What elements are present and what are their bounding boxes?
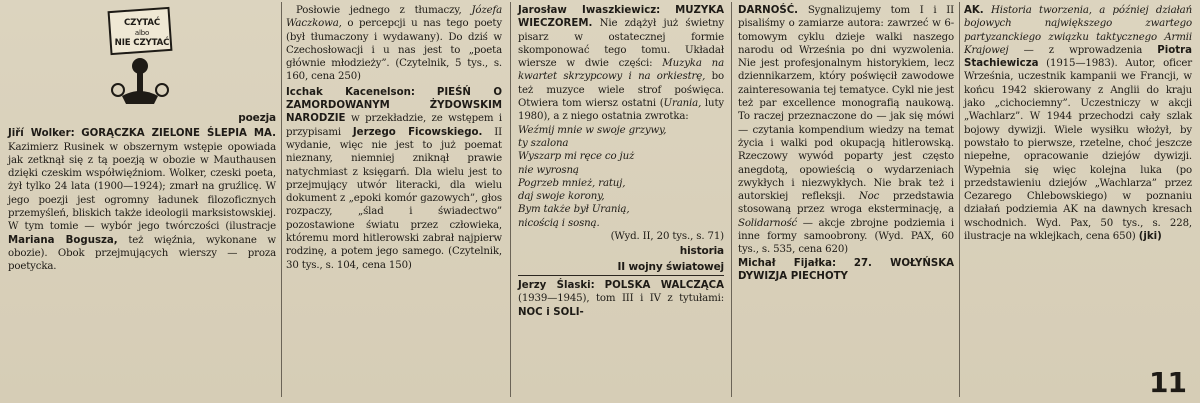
- edition-note: (Wyd. II, 20 tys., s. 71): [610, 231, 724, 243]
- logo-text: [112, 18, 172, 48]
- column-rule: [959, 2, 960, 397]
- logo-line-2: albo: [134, 29, 150, 37]
- review-iwaszkiewicz-text-3: luty 1980), a z niego ostatnia zwrotka:: [518, 98, 724, 123]
- title-noc: Noc: [858, 191, 880, 203]
- author-iwaszkiewicz: Jarosław Iwaszkiewicz:: [518, 5, 661, 16]
- poem-line: Pogrzeb mnież, ratuj,: [518, 177, 626, 189]
- intro-author-stachiewicz: Piotra Stachiewicza: [964, 44, 1193, 70]
- afterword-text-2: o percepcji u nas tego poety (był tłumaczony i wydawany). Do dziś w Czechosłowacji i u nas jest to „poeta głównie młodzieży”. (Czytelnik, 5 tys., s. 160, cena 250): [286, 18, 502, 83]
- review-iwaszkiewicz-text-1: Nie zdążył już świetny pisarz w ostatecznej formie skomponować tego tomu. Układał wiersze w dwie części:: [518, 18, 724, 70]
- author-kacenelson: Icchak Kacenelson:: [286, 86, 415, 98]
- review-kacenelson-text-1: w przekładzie, ze wstępem i przypisami: [286, 113, 503, 138]
- author-wolker: Jiří Wolker:: [8, 128, 75, 140]
- title-solidarnosc-italic: Solidarność: [738, 217, 798, 229]
- author-fijalka: Michał Fijałka:: [738, 257, 837, 269]
- column-rule: [281, 2, 282, 397]
- column-history-2: [964, 4, 1192, 243]
- section-poezja: poezja: [238, 112, 276, 124]
- review-fijalka-text-2: (1915—1983). Autor, oficer Września, uczestnik kampanii we Francji, w końcu 1942 skierowany z Anglii do kraju jako „cichociemny”. Uczestniczy w akcji „Wachlarz”. W 1944 przechodzi cały szlak bojowy dywizji. Wiele wysiłku włożył, by powstało to pierwsze, rzetelne, choć jeszcze niepełne, opracowanie dziejów dywizji. Wypełnia się więc kolejna luka (po przedstawieniu dziejów „Wachlarza” przez Cezarego Chlebowskiego) w poznaniu działań podziemia AK na dawnych kresach wschodnich. Wyd. Pax, 50 tys., s. 228, ilustracje na wklejkach, cena 650): [964, 58, 1192, 243]
- review-iwaszkiewicz-text-2: bo też muzyce wiele strof poświęca. Otwiera tom wiersz ostatni (: [518, 71, 725, 110]
- poem-line: daj swoje korony,: [518, 191, 605, 203]
- signature-jki: (jki): [1138, 231, 1162, 243]
- column-history-1: [738, 4, 954, 283]
- poem-line: Weźmij mnie w swoje grzywy,: [518, 124, 667, 136]
- author-slaski: Jerzy Ślaski:: [518, 279, 595, 291]
- review-kacenelson-text-2: II wydanie, więc nie jest to już poemat nieznany, niemniej zniknął prawie natychmiast z księgarń. Dla wielu jest to przejmujący utwór literacki, dla wielu dokument z „epoki komór gazowych”, głos rozpaczy, „ślad i świadectwo” pozostawione światu przez człowieka, któremu mord hitlerowski zabrał najpierw rodzinę, a potem jego samego. (Czytelnik, 30 tys., s. 104, cena 150): [286, 126, 502, 271]
- column-poetry-history: [518, 4, 724, 319]
- review-slaski-text-2: Sygnalizujemy tom I i II pisaliśmy o zamiarze autora: zawrzeć w 6-tomowym cyklu dzieje walki naszego narodu od Września po dni wyzwolenia. Nie jest profesjonalnym historykiem, lecz dziennikarzem, który poświęcił zawodowe zainteresowania tej tematyce. Cykl nie jest też par excellence monografią naukową. To raczej przeznaczone do — jak się mówi — czytania kompendium wiedzy na temat życia i walki pod okupacją hitlerowską. Rzeczowy wywód poparty jest często anegdotą, opowieścią o wydarzeniach zwykłych i niezwykłych. Nie brak też i autorskiej refleksji.: [738, 5, 955, 203]
- subsection-ii-wojny: II wojny światowej: [518, 261, 724, 276]
- part-title-muzyka: Muzyka na kwartet skrzypcowy i na orkiestrę,: [518, 58, 724, 83]
- review-slaski-text-1: (1939—1945), tom III i IV z tytułami:: [518, 293, 724, 305]
- translator-ficowski: Jerzego Ficowskiego.: [352, 126, 483, 138]
- review-fijalka-text-1: — z wprowadzenia: [1023, 44, 1143, 56]
- source-urania: Urania,: [663, 98, 702, 110]
- poem-line: Bym także był Uranią,: [518, 204, 630, 216]
- poem-line: ty szalona: [518, 137, 569, 149]
- poem-line: Wyszarp mi ręce co już: [518, 151, 635, 163]
- title-ak: AK.: [964, 5, 984, 16]
- logo-line-1: CZYTAĆ: [123, 18, 160, 28]
- column-poetry-1: [8, 4, 276, 274]
- review-wolker-text-1: Kazimierz Rusinek w obszernym wstępie opowiada jak zetknął się z tą poezją w obozie w Mauthausen dzięki czeskim współwięźniom. Wolker, czeski poeta, żył tylko 24 lata (1900—1924); zmarł na gruźlicę. W jego poezji jest ogromny ładunek filozoficznych przemyśleń, bliskich także ideologii marksistowskiej. W tym tomie — wybór jego twórczości (ilustracje: [8, 141, 276, 233]
- title-goraczka: GORĄCZKA ZIELONE ŚLEPIA MA.: [81, 128, 277, 140]
- title-muzyka: MUZYKA WIECZOREM.: [518, 5, 725, 30]
- column-rule: [510, 2, 511, 397]
- translator-waczkow: Józefa Waczkowa,: [286, 5, 502, 30]
- page-number: 11: [1149, 366, 1186, 399]
- poem-line: nie wyrosną: [518, 164, 579, 176]
- title-27-dywizja: 27. WOŁYŃSKA DYWIZJA PIECHOTY: [738, 257, 954, 282]
- section-historia: historia: [679, 245, 724, 258]
- review-slaski-text-3: przedstawia stosowaną przez wroga eksterminację, a: [738, 191, 954, 216]
- title-noc-i-soli: NOC i SOLI-: [518, 306, 584, 318]
- afterword-text-1: Posłowie jednego z tłumaczy,: [296, 5, 462, 16]
- poem-stanza: [518, 124, 724, 230]
- review-wolker-text-2: też więźnia, wykonane w obozie). Obok przejmujących wierszy — proza poetycka.: [8, 234, 277, 273]
- title-piesn: PIEŚŃ O ZAMORDOWANYM ŻYDOWSKIM NARODZIE: [286, 86, 502, 125]
- subtitle-historia-tworzenia: Historia tworzenia, a później działań bojowych największego zwartego partyzanckiego związku taktycznego Armii Krajowej: [964, 5, 1193, 56]
- title-polska-walczaca: POLSKA WALCZĄCA: [604, 279, 725, 291]
- logo-line-3: NIE CZYTAĆ: [114, 38, 170, 48]
- column-poetry-2: [286, 4, 502, 272]
- review-slaski-text-4: — akcje zbrojne podziemia i inne formy samoobrony. (Wyd. PAX, 60 tys., s. 535, cena 620): [738, 217, 955, 256]
- poem-line: nicością i sosną.: [518, 217, 600, 229]
- title-solidarnosc: DARNOŚĆ.: [738, 5, 799, 16]
- illustrator-name: Mariana Bogusza,: [8, 234, 118, 246]
- column-rule: [731, 2, 732, 397]
